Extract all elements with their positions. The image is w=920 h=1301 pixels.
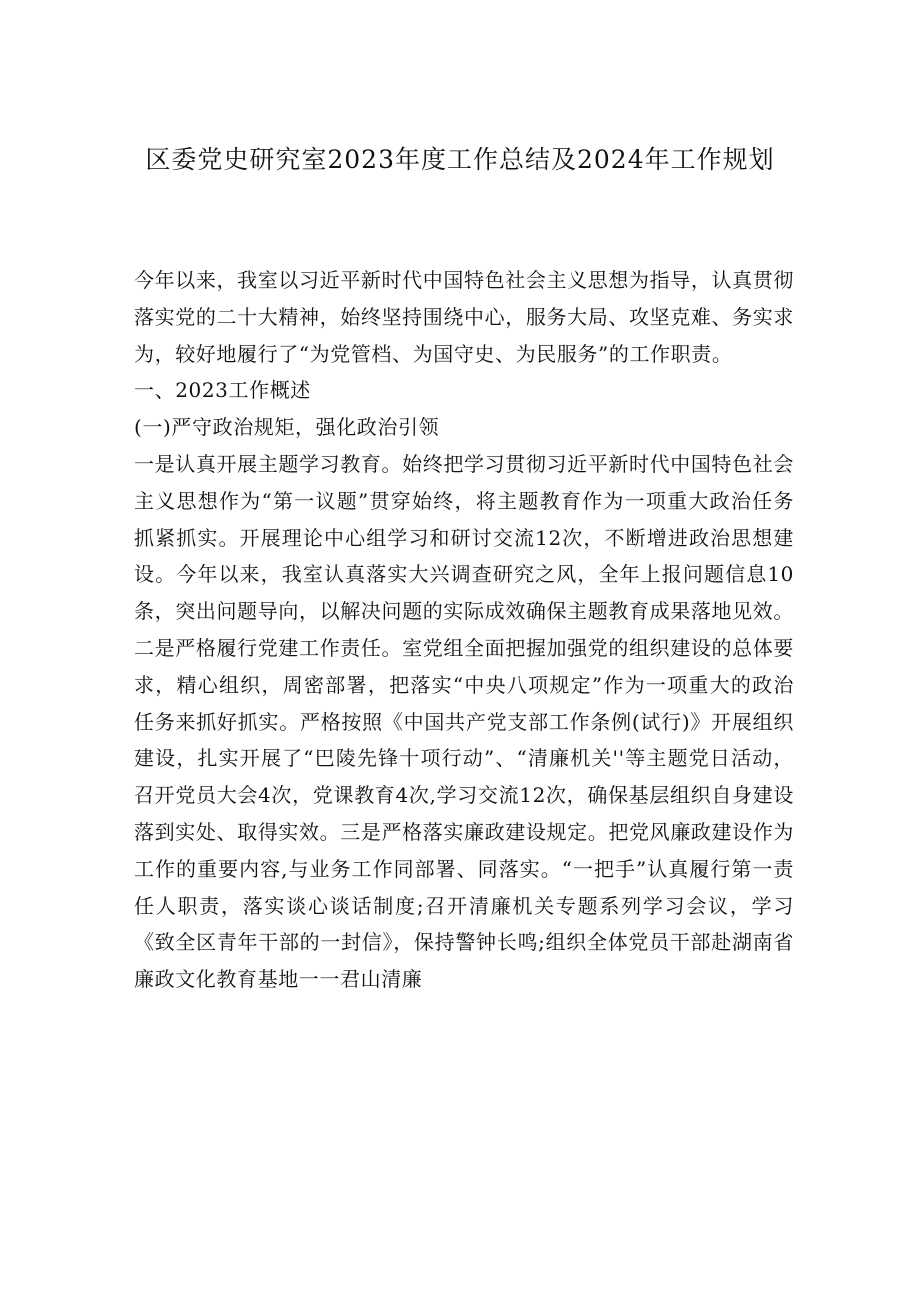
document-body [134,262,794,998]
document-title: 区委党史研究室2023年度工作总结及2024年工作规划 [145,145,775,174]
section-heading: 一、2023工作概述 [134,378,311,403]
subsection-heading: (一)严守政治规矩，强化政治引领 [134,415,440,440]
body-paragraph: 一是认真开展主题学习教育。始终把学习贯彻习近平新时代中国特色社会主义思想作为“第一议题”贯穿始终，将主题教育作为一项重大政治任务抓紧抓实。开展理论中心组学习和研讨交流12次，不断增进政治思想建设。今年以来，我室认真落实大兴调查研究之风，全年上报问题信息10条，突出问题导向，以解决问题的实际成效确保主题教育成果落地见效。二是严格履行党建工作责任。室党组全面把握加强党的组织建设的总体要求，精心组织，周密部署，把落实“中央八项规定”作为一项重大的政治任务来抓好抓实。严格按照《中国共产党支部工作条例(试行)》开展组织建设，扎实开展了“巴陵先锋十项行动”、“清廉机关''等主题党日活动，召开党员大会4次，党课教育4次,学习交流12次，确保基层组织自身建设落到实处、取得实效。三是严格落实廉政建设规定。把党风廉政建设作为工作的重要内容,与业务工作同部署、同落实。“一把手”认真履行第一责任人职责，落实谈心谈话制度;召开清廉机关专题系列学习会议，学习《致全区青年干部的一封信》，保持警钟长鸣;组织全体党员干部赴湖南省廉政文化教育基地一一君山清廉 [134,451,794,992]
intro-paragraph: 今年以来，我室以习近平新时代中国特色社会主义思想为指导，认真贯彻落实党的二十大精神，始终坚持围绕中心，服务大局、攻坚克难、务实求为，较好地履行了“为党管档、为国守史、为民服务”的工作职责。 [134,268,794,366]
